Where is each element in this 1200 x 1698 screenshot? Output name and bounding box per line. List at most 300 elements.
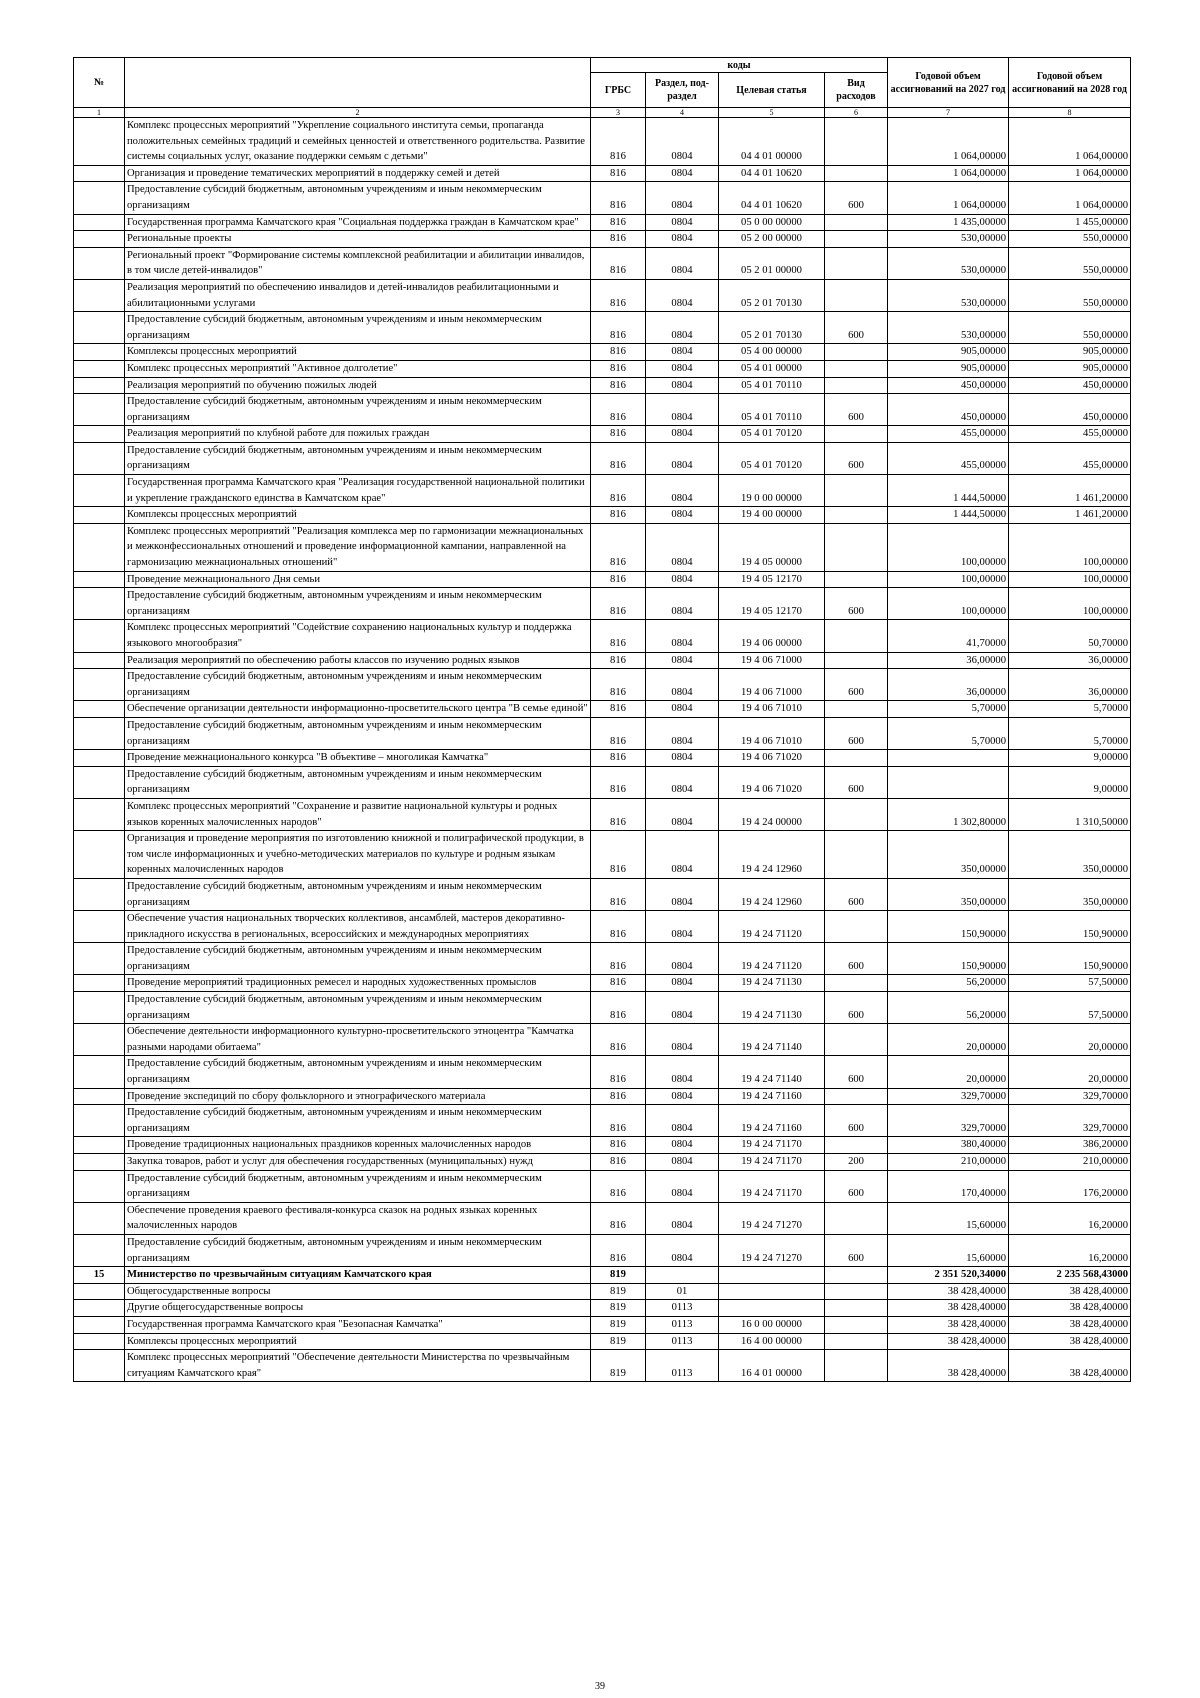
row-name-cell: Комплексы процессных мероприятий	[125, 1333, 591, 1350]
row-grbs-cell: 816	[591, 182, 646, 214]
column-number-row	[74, 108, 1131, 118]
row-2028-cell: 38 428,40000	[1009, 1300, 1131, 1317]
row-number-cell	[74, 279, 125, 311]
row-grbs-cell: 816	[591, 750, 646, 767]
row-section-cell: 0804	[646, 878, 719, 910]
row-2028-cell: 1 064,00000	[1009, 118, 1131, 166]
row-expense-type-cell: 600	[825, 1170, 888, 1202]
row-target-cell: 05 4 01 70110	[719, 377, 825, 394]
row-2028-cell: 50,70000	[1009, 620, 1131, 652]
row-2027-cell: 41,70000	[888, 620, 1009, 652]
row-name-cell: Государственная программа Камчатского края "Безопасная Камчатка"	[125, 1316, 591, 1333]
row-expense-type-cell	[825, 475, 888, 507]
row-grbs-cell: 816	[591, 620, 646, 652]
row-grbs-cell: 816	[591, 312, 646, 344]
row-2027-cell: 329,70000	[888, 1088, 1009, 1105]
row-2027-cell: 36,00000	[888, 652, 1009, 669]
row-name-cell: Региональный проект "Формирование системы комплексной реабилитации и абилитации инвалидов, в том числе детей-инвалидов"	[125, 247, 591, 279]
row-name-cell: Реализация мероприятий по клубной работе для пожилых граждан	[125, 426, 591, 443]
row-2027-cell: 1 444,50000	[888, 507, 1009, 524]
row-target-cell: 04 4 01 00000	[719, 118, 825, 166]
row-expense-type-cell	[825, 360, 888, 377]
row-section-cell: 0804	[646, 442, 719, 474]
row-grbs-cell: 819	[591, 1300, 646, 1317]
table-row	[74, 975, 1131, 992]
row-section-cell: 01	[646, 1283, 719, 1300]
row-expense-type-cell: 600	[825, 1234, 888, 1266]
row-2028-cell: 550,00000	[1009, 312, 1131, 344]
row-expense-type-cell: 600	[825, 1105, 888, 1137]
row-section-cell: 0804	[646, 1170, 719, 1202]
row-target-cell: 16 0 00 00000	[719, 1316, 825, 1333]
row-grbs-cell: 816	[591, 1088, 646, 1105]
row-number-cell	[74, 247, 125, 279]
row-number-cell	[74, 1350, 125, 1382]
row-expense-type-cell: 600	[825, 442, 888, 474]
row-expense-type-cell	[825, 831, 888, 879]
row-target-cell: 05 4 01 70120	[719, 442, 825, 474]
row-2027-cell: 20,00000	[888, 1024, 1009, 1056]
row-number-cell	[74, 360, 125, 377]
row-2027-cell: 1 064,00000	[888, 165, 1009, 182]
row-section-cell: 0804	[646, 182, 719, 214]
row-grbs-cell: 819	[591, 1267, 646, 1284]
row-grbs-cell: 816	[591, 118, 646, 166]
table-row	[74, 701, 1131, 718]
row-target-cell: 19 4 06 71020	[719, 766, 825, 798]
row-number-cell	[74, 717, 125, 749]
row-target-cell: 19 4 00 00000	[719, 507, 825, 524]
table-row	[74, 426, 1131, 443]
row-2027-cell: 530,00000	[888, 312, 1009, 344]
row-grbs-cell: 816	[591, 231, 646, 248]
column-number: 8	[1009, 108, 1131, 118]
row-2028-cell: 905,00000	[1009, 360, 1131, 377]
row-target-cell: 04 4 01 10620	[719, 182, 825, 214]
row-section-cell: 0804	[646, 1088, 719, 1105]
row-number-cell	[74, 669, 125, 701]
row-2028-cell: 150,90000	[1009, 943, 1131, 975]
row-number-cell	[74, 1170, 125, 1202]
row-name-cell: Обеспечение деятельности информационного культурно-просветительского этноцентра "Камчатка разными народами обитаема"	[125, 1024, 591, 1056]
row-target-cell: 16 4 00 00000	[719, 1333, 825, 1350]
row-number-cell	[74, 475, 125, 507]
row-expense-type-cell	[825, 1202, 888, 1234]
row-name-cell: Закупка товаров, работ и услуг для обеспечения государственных (муниципальных) нужд	[125, 1154, 591, 1171]
row-expense-type-cell	[825, 652, 888, 669]
row-section-cell: 0113	[646, 1333, 719, 1350]
row-grbs-cell: 816	[591, 1154, 646, 1171]
row-target-cell: 05 4 01 70110	[719, 394, 825, 426]
row-grbs-cell: 816	[591, 1170, 646, 1202]
column-number: 7	[888, 108, 1009, 118]
row-grbs-cell: 816	[591, 701, 646, 718]
row-number-cell	[74, 507, 125, 524]
row-name-cell: Предоставление субсидий бюджетным, автономным учреждениям и иным некоммерческим организациям	[125, 878, 591, 910]
column-number: 4	[646, 108, 719, 118]
row-number-cell	[74, 394, 125, 426]
row-number-cell	[74, 992, 125, 1024]
row-2028-cell: 57,50000	[1009, 992, 1131, 1024]
row-expense-type-cell	[825, 279, 888, 311]
row-2028-cell: 1 455,00000	[1009, 214, 1131, 231]
row-2028-cell: 1 064,00000	[1009, 182, 1131, 214]
row-section-cell: 0804	[646, 1234, 719, 1266]
row-2028-cell: 100,00000	[1009, 523, 1131, 571]
row-grbs-cell: 816	[591, 475, 646, 507]
row-grbs-cell: 816	[591, 911, 646, 943]
row-expense-type-cell	[825, 571, 888, 588]
row-2028-cell: 905,00000	[1009, 344, 1131, 361]
row-expense-type-cell	[825, 701, 888, 718]
row-grbs-cell: 816	[591, 344, 646, 361]
table-row	[74, 831, 1131, 879]
row-grbs-cell: 816	[591, 588, 646, 620]
table-row	[74, 118, 1131, 166]
row-name-cell: Комплексы процессных мероприятий	[125, 344, 591, 361]
row-2027-cell: 450,00000	[888, 394, 1009, 426]
row-number-cell	[74, 165, 125, 182]
header-target: Целевая статья	[719, 73, 825, 108]
row-expense-type-cell: 200	[825, 1154, 888, 1171]
row-target-cell: 19 4 24 71170	[719, 1170, 825, 1202]
row-name-cell: Предоставление субсидий бюджетным, автономным учреждениям и иным некоммерческим организациям	[125, 442, 591, 474]
row-2028-cell: 57,50000	[1009, 975, 1131, 992]
row-target-cell: 19 4 06 71010	[719, 701, 825, 718]
row-number-cell	[74, 1088, 125, 1105]
row-grbs-cell: 816	[591, 1202, 646, 1234]
row-name-cell: Другие общегосударственные вопросы	[125, 1300, 591, 1317]
row-section-cell: 0804	[646, 701, 719, 718]
row-grbs-cell: 816	[591, 943, 646, 975]
row-2028-cell: 100,00000	[1009, 571, 1131, 588]
row-target-cell: 19 4 06 71000	[719, 669, 825, 701]
row-number-cell	[74, 620, 125, 652]
row-name-cell: Организация и проведение тематических мероприятий в поддержку семей и детей	[125, 165, 591, 182]
row-2028-cell: 5,70000	[1009, 701, 1131, 718]
row-grbs-cell: 819	[591, 1333, 646, 1350]
row-expense-type-cell	[825, 118, 888, 166]
row-2027-cell: 56,20000	[888, 992, 1009, 1024]
row-2027-cell: 1 064,00000	[888, 182, 1009, 214]
row-target-cell: 05 2 01 70130	[719, 312, 825, 344]
row-name-cell: Проведение экспедиций по сбору фольклорного и этнографического материала	[125, 1088, 591, 1105]
row-name-cell: Государственная программа Камчатского края "Реализация государственной национальной политики и укрепление гражданского единства в Камчатском крае"	[125, 475, 591, 507]
row-number-cell	[74, 1300, 125, 1317]
row-name-cell: Предоставление субсидий бюджетным, автономным учреждениям и иным некоммерческим организациям	[125, 943, 591, 975]
row-section-cell: 0113	[646, 1300, 719, 1317]
row-expense-type-cell	[825, 1350, 888, 1382]
row-name-cell: Предоставление субсидий бюджетным, автономным учреждениям и иным некоммерческим организациям	[125, 992, 591, 1024]
row-target-cell: 19 4 24 71140	[719, 1024, 825, 1056]
row-2027-cell: 170,40000	[888, 1170, 1009, 1202]
row-section-cell: 0804	[646, 360, 719, 377]
row-expense-type-cell	[825, 344, 888, 361]
row-number-cell	[74, 943, 125, 975]
row-number-cell	[74, 571, 125, 588]
row-grbs-cell: 816	[591, 394, 646, 426]
row-2028-cell: 20,00000	[1009, 1056, 1131, 1088]
row-target-cell: 05 4 00 00000	[719, 344, 825, 361]
row-2027-cell	[888, 766, 1009, 798]
table-row	[74, 669, 1131, 701]
row-target-cell: 05 2 01 70130	[719, 279, 825, 311]
row-expense-type-cell	[825, 1283, 888, 1300]
row-grbs-cell: 816	[591, 377, 646, 394]
row-2027-cell: 38 428,40000	[888, 1350, 1009, 1382]
row-2028-cell: 455,00000	[1009, 426, 1131, 443]
table-row	[74, 1267, 1131, 1284]
row-target-cell: 19 4 24 71270	[719, 1202, 825, 1234]
row-expense-type-cell: 600	[825, 943, 888, 975]
row-grbs-cell: 816	[591, 652, 646, 669]
row-target-cell: 05 4 01 00000	[719, 360, 825, 377]
row-2028-cell: 550,00000	[1009, 231, 1131, 248]
row-section-cell: 0804	[646, 652, 719, 669]
row-grbs-cell: 816	[591, 831, 646, 879]
row-2027-cell	[888, 750, 1009, 767]
row-2028-cell: 455,00000	[1009, 442, 1131, 474]
table-row	[74, 1088, 1131, 1105]
row-name-cell: Обеспечение участия национальных творческих коллективов, ансамблей, мастеров декоративно-прикладного искусства в региональных, всероссийских и международных мероприятиях	[125, 911, 591, 943]
header-number: №	[74, 58, 125, 108]
table-row	[74, 214, 1131, 231]
row-name-cell: Региональные проекты	[125, 231, 591, 248]
row-target-cell: 19 4 24 71270	[719, 1234, 825, 1266]
row-expense-type-cell	[825, 231, 888, 248]
row-2028-cell: 2 235 568,43000	[1009, 1267, 1131, 1284]
row-name-cell: Предоставление субсидий бюджетным, автономным учреждениям и иным некоммерческим организациям	[125, 182, 591, 214]
row-grbs-cell: 816	[591, 975, 646, 992]
row-number-cell	[74, 975, 125, 992]
row-name-cell: Предоставление субсидий бюджетным, автономным учреждениям и иным некоммерческим организациям	[125, 1170, 591, 1202]
row-target-cell: 19 4 24 71120	[719, 911, 825, 943]
table-row	[74, 377, 1131, 394]
row-target-cell: 19 4 06 71000	[719, 652, 825, 669]
row-2027-cell: 15,60000	[888, 1234, 1009, 1266]
row-target-cell: 19 4 24 00000	[719, 798, 825, 830]
row-2028-cell: 1 064,00000	[1009, 165, 1131, 182]
row-section-cell: 0804	[646, 247, 719, 279]
row-expense-type-cell: 600	[825, 669, 888, 701]
column-number: 5	[719, 108, 825, 118]
row-2027-cell: 150,90000	[888, 911, 1009, 943]
row-target-cell: 19 4 24 71170	[719, 1137, 825, 1154]
table-body	[74, 118, 1131, 1382]
row-expense-type-cell	[825, 1088, 888, 1105]
row-number-cell	[74, 1105, 125, 1137]
row-target-cell	[719, 1300, 825, 1317]
table-row	[74, 992, 1131, 1024]
row-section-cell: 0804	[646, 165, 719, 182]
row-expense-type-cell	[825, 426, 888, 443]
row-expense-type-cell	[825, 798, 888, 830]
row-target-cell: 19 4 24 12960	[719, 831, 825, 879]
table-row	[74, 394, 1131, 426]
table-row	[74, 344, 1131, 361]
table-row	[74, 1202, 1131, 1234]
row-name-cell: Предоставление субсидий бюджетным, автономным учреждениям и иным некоммерческим организациям	[125, 1105, 591, 1137]
row-target-cell: 16 4 01 00000	[719, 1350, 825, 1382]
row-section-cell: 0804	[646, 992, 719, 1024]
row-2027-cell: 380,40000	[888, 1137, 1009, 1154]
row-section-cell: 0804	[646, 1154, 719, 1171]
table-row	[74, 1154, 1131, 1171]
row-section-cell: 0804	[646, 975, 719, 992]
row-2028-cell: 1 461,20000	[1009, 507, 1131, 524]
row-number-cell: 15	[74, 1267, 125, 1284]
row-2027-cell: 100,00000	[888, 523, 1009, 571]
row-target-cell: 05 4 01 70120	[719, 426, 825, 443]
row-grbs-cell: 816	[591, 571, 646, 588]
table-row	[74, 943, 1131, 975]
row-number-cell	[74, 1202, 125, 1234]
row-grbs-cell: 816	[591, 279, 646, 311]
row-section-cell: 0804	[646, 118, 719, 166]
row-target-cell: 19 4 24 71130	[719, 975, 825, 992]
row-name-cell: Предоставление субсидий бюджетным, автономным учреждениям и иным некоммерческим организациям	[125, 669, 591, 701]
table-row	[74, 1234, 1131, 1266]
row-grbs-cell: 816	[591, 247, 646, 279]
row-2027-cell: 530,00000	[888, 231, 1009, 248]
row-grbs-cell: 816	[591, 798, 646, 830]
row-2028-cell: 9,00000	[1009, 766, 1131, 798]
row-grbs-cell: 819	[591, 1316, 646, 1333]
row-2028-cell: 210,00000	[1009, 1154, 1131, 1171]
row-section-cell: 0804	[646, 620, 719, 652]
header-section: Раздел, под-раздел	[646, 73, 719, 108]
row-name-cell: Общегосударственные вопросы	[125, 1283, 591, 1300]
table-row	[74, 360, 1131, 377]
table-row	[74, 1350, 1131, 1382]
row-target-cell	[719, 1267, 825, 1284]
row-2027-cell: 905,00000	[888, 360, 1009, 377]
row-target-cell: 19 4 06 71010	[719, 717, 825, 749]
row-2027-cell: 38 428,40000	[888, 1283, 1009, 1300]
row-section-cell: 0804	[646, 943, 719, 975]
row-name-cell: Комплекс процессных мероприятий "Обеспечение деятельности Министерства по чрезвычайным ситуациям Камчатского края"	[125, 1350, 591, 1382]
row-grbs-cell: 816	[591, 523, 646, 571]
row-2027-cell: 1 435,00000	[888, 214, 1009, 231]
row-2027-cell: 1 064,00000	[888, 118, 1009, 166]
table-row	[74, 652, 1131, 669]
row-section-cell: 0804	[646, 571, 719, 588]
row-name-cell: Предоставление субсидий бюджетным, автономным учреждениям и иным некоммерческим организациям	[125, 588, 591, 620]
header-name	[125, 58, 591, 108]
row-number-cell	[74, 1283, 125, 1300]
table-row	[74, 878, 1131, 910]
row-2028-cell: 329,70000	[1009, 1088, 1131, 1105]
row-number-cell	[74, 377, 125, 394]
row-2027-cell: 329,70000	[888, 1105, 1009, 1137]
row-expense-type-cell	[825, 1316, 888, 1333]
table-row	[74, 1283, 1131, 1300]
row-section-cell: 0804	[646, 312, 719, 344]
row-2028-cell: 38 428,40000	[1009, 1316, 1131, 1333]
row-name-cell: Проведение мероприятий традиционных ремесел и народных художественных промыслов	[125, 975, 591, 992]
row-grbs-cell: 816	[591, 669, 646, 701]
table-row	[74, 1056, 1131, 1088]
row-2028-cell: 16,20000	[1009, 1234, 1131, 1266]
row-2028-cell: 176,20000	[1009, 1170, 1131, 1202]
row-2028-cell: 38 428,40000	[1009, 1350, 1131, 1382]
row-2028-cell: 36,00000	[1009, 652, 1131, 669]
row-section-cell: 0804	[646, 377, 719, 394]
row-name-cell: Реализация мероприятий по обучению пожилых людей	[125, 377, 591, 394]
table-row	[74, 750, 1131, 767]
row-2027-cell: 1 444,50000	[888, 475, 1009, 507]
row-2027-cell: 350,00000	[888, 878, 1009, 910]
row-grbs-cell: 816	[591, 165, 646, 182]
row-expense-type-cell: 600	[825, 766, 888, 798]
row-number-cell	[74, 312, 125, 344]
row-number-cell	[74, 798, 125, 830]
header-codes: коды	[591, 58, 888, 73]
budget-table	[73, 57, 1131, 1382]
row-2027-cell: 530,00000	[888, 247, 1009, 279]
row-expense-type-cell	[825, 507, 888, 524]
row-expense-type-cell: 600	[825, 878, 888, 910]
row-2028-cell: 550,00000	[1009, 247, 1131, 279]
row-expense-type-cell	[825, 750, 888, 767]
row-section-cell: 0804	[646, 750, 719, 767]
row-expense-type-cell: 600	[825, 312, 888, 344]
row-expense-type-cell: 600	[825, 588, 888, 620]
row-2028-cell: 450,00000	[1009, 394, 1131, 426]
row-name-cell: Реализация мероприятий по обеспечению работы классов по изучению родных языков	[125, 652, 591, 669]
row-name-cell: Комплекс процессных мероприятий "Реализация комплекса мер по гармонизации межнациональных и межконфессиональных отношений и проведение информационной кампании, направленной на гармонизацию межнациональных отношений"	[125, 523, 591, 571]
row-section-cell: 0804	[646, 231, 719, 248]
row-grbs-cell: 816	[591, 360, 646, 377]
row-number-cell	[74, 231, 125, 248]
row-target-cell: 19 4 05 12170	[719, 588, 825, 620]
row-name-cell: Комплекс процессных мероприятий "Содействие сохранению национальных культур и поддержка языкового многообразия"	[125, 620, 591, 652]
table-row	[74, 588, 1131, 620]
column-number: 1	[74, 108, 125, 118]
row-expense-type-cell: 600	[825, 182, 888, 214]
row-section-cell: 0804	[646, 507, 719, 524]
row-name-cell: Проведение традиционных национальных праздников коренных малочисленных народов	[125, 1137, 591, 1154]
table-row	[74, 507, 1131, 524]
row-number-cell	[74, 523, 125, 571]
row-section-cell: 0804	[646, 1137, 719, 1154]
row-section-cell: 0804	[646, 523, 719, 571]
row-expense-type-cell: 600	[825, 992, 888, 1024]
row-grbs-cell: 816	[591, 878, 646, 910]
table-row	[74, 766, 1131, 798]
row-2027-cell: 2 351 520,34000	[888, 1267, 1009, 1284]
row-grbs-cell: 816	[591, 766, 646, 798]
row-2028-cell: 100,00000	[1009, 588, 1131, 620]
row-section-cell: 0804	[646, 911, 719, 943]
row-target-cell: 05 0 00 00000	[719, 214, 825, 231]
row-grbs-cell: 816	[591, 1137, 646, 1154]
header-grbs: ГРБС	[591, 73, 646, 108]
row-2028-cell: 1 310,50000	[1009, 798, 1131, 830]
row-number-cell	[74, 182, 125, 214]
row-target-cell: 19 4 05 12170	[719, 571, 825, 588]
row-number-cell	[74, 344, 125, 361]
row-expense-type-cell	[825, 1137, 888, 1154]
row-number-cell	[74, 1154, 125, 1171]
table-row	[74, 1316, 1131, 1333]
row-name-cell: Предоставление субсидий бюджетным, автономным учреждениям и иным некоммерческим организациям	[125, 717, 591, 749]
row-section-cell: 0804	[646, 394, 719, 426]
header-row-1	[74, 58, 1131, 73]
row-2027-cell: 530,00000	[888, 279, 1009, 311]
row-number-cell	[74, 214, 125, 231]
row-2027-cell: 5,70000	[888, 717, 1009, 749]
